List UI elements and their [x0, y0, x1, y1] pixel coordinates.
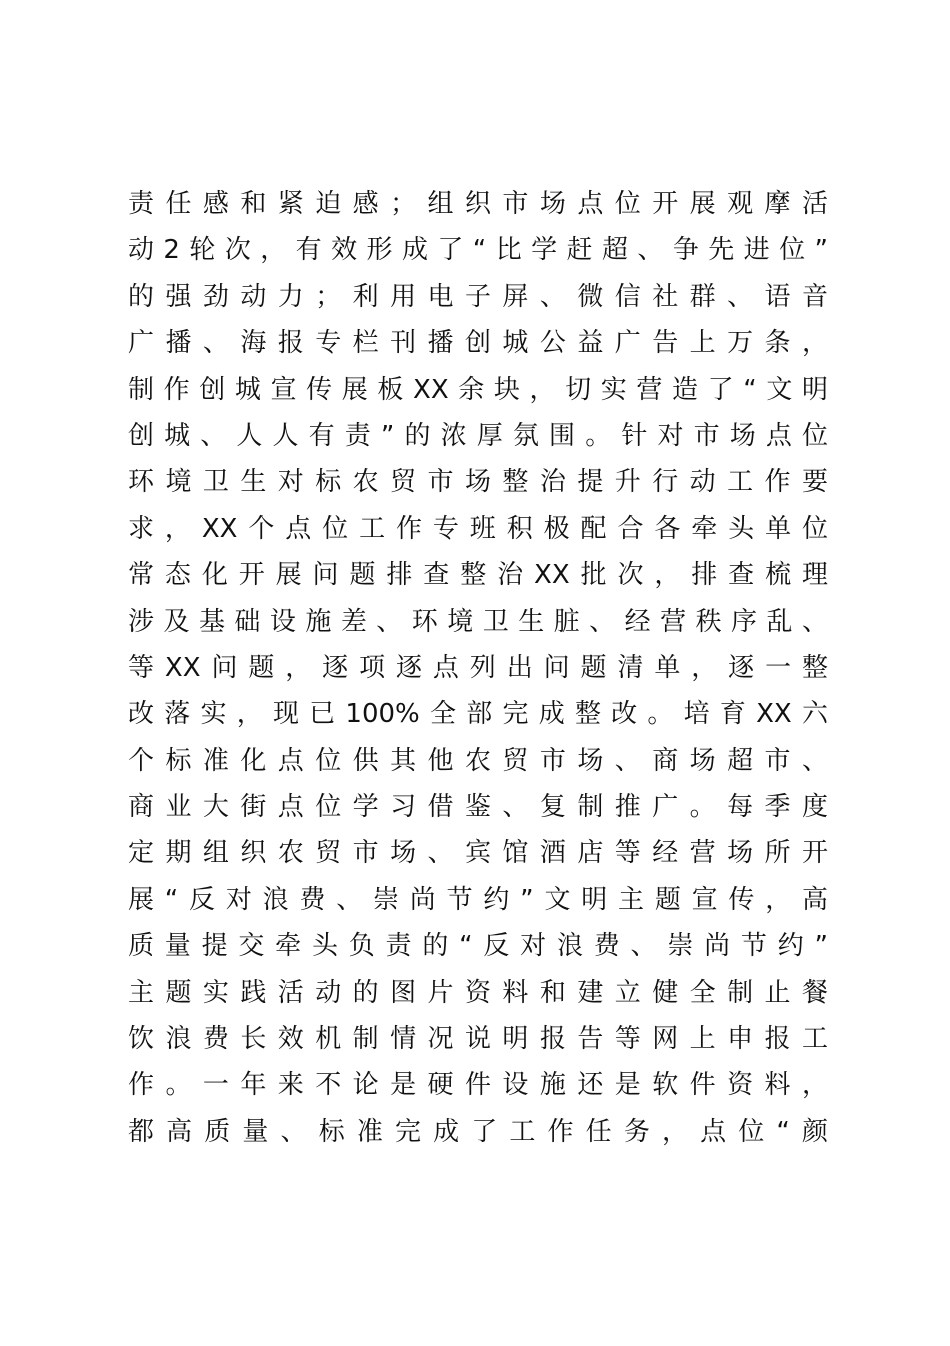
text-line: 责任感和紧迫感；组织市场点位开展观摩活	[128, 189, 828, 219]
text-line: 的强劲动力；利用电子屏、微信社群、语音	[128, 281, 828, 312]
text-line: 动2轮次，有效形成了“比学赶超、争先进位”	[128, 235, 828, 266]
text-line: 广播、海报专栏刊播创城公益广告上万条，	[128, 328, 828, 359]
text-line: 等XX问题，逐项逐点列出问题清单，逐一整	[128, 652, 828, 683]
text-line: 质量提交牵头负责的“反对浪费、崇尚节约”	[128, 931, 828, 962]
text-line: 个标准化点位供其他农贸市场、商场超市、	[128, 745, 828, 776]
text-line: 涉及基础设施差、环境卫生脏、经营秩序乱、	[128, 606, 828, 637]
text-line: 展“反对浪费、崇尚节约”文明主题宣传，高	[128, 884, 828, 915]
text-line: 都高质量、标准完成了工作任务，点位“颜	[128, 1116, 828, 1147]
text-line: 作。一年来不论是硬件设施还是软件资料，	[128, 1070, 828, 1101]
text-line: 常态化开展问题排查整治XX批次，排查梳理	[128, 560, 828, 591]
text-line: 定期组织农贸市场、宾馆酒店等经营场所开	[128, 838, 828, 869]
text-line: 求，XX个点位工作专班积极配合各牵头单位	[128, 513, 828, 544]
text-line: 商业大街点位学习借鉴、复制推广。每季度	[128, 792, 828, 823]
text-line: 制作创城宣传展板XX余块，切实营造了“文明	[128, 374, 828, 405]
body-paragraph	[128, 181, 828, 1155]
text-line: 主题实践活动的图片资料和建立健全制止餐	[128, 977, 828, 1008]
text-line: 环境卫生对标农贸市场整治提升行动工作要	[128, 467, 828, 498]
text-line: 创城、人人有责”的浓厚氛围。针对市场点位	[128, 420, 828, 451]
text-line: 改落实，现已100%全部完成整改。培育XX六	[128, 699, 828, 730]
text-line: 饮浪费长效机制情况说明报告等网上申报工	[128, 1024, 828, 1055]
